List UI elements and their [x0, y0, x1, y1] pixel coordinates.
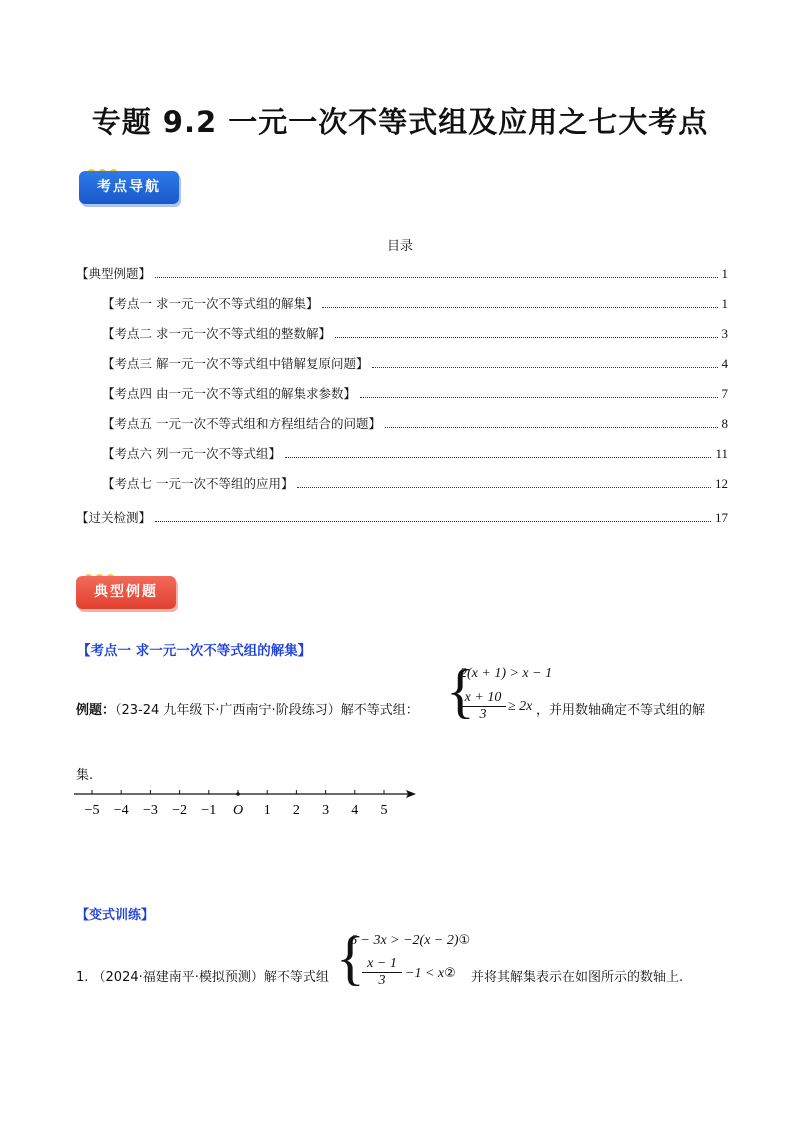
toc-entry[interactable] — [102, 444, 728, 462]
toc-entry[interactable] — [102, 354, 728, 372]
toc-page-number: 11 — [715, 446, 728, 461]
page-title: 专题 9.2 一元一次不等式组及应用之七大考点 — [91, 105, 709, 139]
toc-entry[interactable] — [76, 264, 728, 282]
inequality-1: 2(x + 1) > x − 1 — [460, 666, 553, 681]
toc-entry[interactable] — [102, 294, 728, 312]
inequality-2-fraction: $\frac{x + 10}{3}$ — [460, 690, 506, 723]
number-line-label: 4 — [351, 803, 359, 818]
number-line-label: −3 — [142, 803, 158, 818]
number-line-label: O — [232, 803, 244, 818]
toc-entry[interactable] — [102, 474, 728, 492]
toc-page-number: 12 — [715, 476, 728, 491]
toc-page-number: 8 — [721, 416, 728, 431]
q1-prefix: 1. （2024·福建南平·模拟预测）解不等式组 — [76, 970, 329, 985]
number-line-label: −5 — [84, 803, 100, 818]
toc-entry-label: 【考点三 解一元一次不等式组中错解复原问题】 — [102, 356, 369, 371]
toc-leader — [155, 277, 717, 278]
toc-entry[interactable] — [102, 324, 728, 342]
nav-badge-label: 考点导航 — [79, 171, 179, 204]
circled-two: ② — [444, 966, 456, 981]
toc-leader — [285, 457, 711, 458]
toc-leader — [155, 521, 711, 522]
toc-leader — [322, 307, 717, 308]
toc-entry-label: 【考点五 一元一次不等式组和方程组结合的问题】 — [102, 416, 381, 431]
toc-entry-label: 【考点一 求一元一次不等式组的解集】 — [102, 296, 319, 311]
practice-title: 【变式训练】 — [76, 908, 155, 923]
number-line-label: −1 — [201, 803, 217, 818]
toc-heading: 目录 — [386, 239, 413, 254]
toc-page-number: 1 — [721, 266, 728, 281]
toc-entry-label: 【考点二 求一元一次不等式组的整数解】 — [102, 326, 331, 341]
example-tail-2: 集. — [76, 768, 94, 783]
toc-page-number: 3 — [721, 326, 728, 341]
toc-page-number: 17 — [715, 510, 728, 525]
toc-entry[interactable] — [102, 414, 728, 432]
q1-inequality-1: 6 − 3x > −2(x − 2)① — [350, 933, 471, 948]
system-brace-2: { — [336, 925, 365, 991]
origin-dot — [236, 792, 240, 796]
number-line-label: −2 — [172, 803, 188, 818]
toc-page-number: 1 — [721, 296, 728, 311]
toc-leader — [360, 397, 718, 398]
toc-leader — [385, 427, 718, 428]
toc-page-number: 4 — [721, 356, 728, 371]
number-line-label: 5 — [380, 803, 388, 818]
number-line-label: 3 — [322, 803, 330, 818]
number-line-label: 2 — [292, 803, 300, 818]
example-tail: ，并用数轴确定不等式组的解 — [536, 703, 706, 718]
toc-leader — [335, 337, 718, 338]
example-label: 例题： — [76, 703, 116, 718]
toc-leader — [372, 367, 717, 368]
number-line-label: −4 — [113, 803, 129, 818]
toc-entry-label: 【考点四 由一元一次不等式组的解集求参数】 — [102, 386, 356, 401]
number-line — [70, 784, 420, 824]
inequality-2-rhs: ≥ 2x — [508, 699, 533, 714]
examples-badge-label: 典型例题 — [76, 576, 176, 609]
system-brace: { — [446, 658, 475, 724]
section-title: 【考点一 求一元一次不等式组的解集】 — [77, 643, 312, 659]
q1-inequality-2-fraction: $\frac{x - 1}{3}$ — [362, 956, 402, 989]
toc-page-number: 7 — [721, 386, 728, 401]
toc-entry-label: 【考点七 一元一次不等组的应用】 — [102, 476, 294, 491]
circled-one: ① — [458, 933, 471, 948]
toc-entry-label: 【考点六 列一元一次不等式组】 — [102, 446, 281, 461]
toc-entry-label: 【过关检测】 — [76, 510, 152, 525]
q1-inequality-2-rhs: −1 < x② — [405, 966, 456, 981]
toc-entry-label: 【典型例题】 — [76, 266, 152, 281]
example-text: （23-24 九年级下·广西南宁·阶段练习）解不等式组： — [115, 703, 419, 718]
number-line-label: 1 — [263, 803, 271, 818]
toc-leader — [297, 487, 711, 488]
toc-entry[interactable] — [102, 384, 728, 402]
example-line — [76, 699, 419, 718]
toc-entry[interactable] — [76, 508, 728, 526]
q1-suffix: 并将其解集表示在如图所示的数轴上. — [471, 970, 684, 985]
